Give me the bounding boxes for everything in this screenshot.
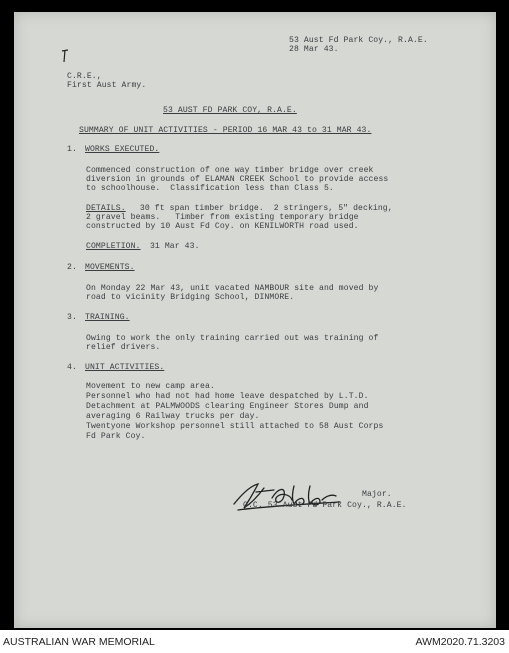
- paragraph-line: Personnel who had not had home leave despatched by L.T.D.: [86, 392, 369, 401]
- paragraph-line: Commenced construction of one way timber bridge over creek: [86, 166, 374, 175]
- handwritten-signature: [228, 474, 348, 519]
- paragraph-line: Twentyone Workshop personnel still attached to 58 Aust Corps: [86, 422, 384, 431]
- address-line2: First Aust Army.: [67, 81, 147, 90]
- paragraph-line: On Monday 22 Mar 43, unit vacated NAMBOUR site and moved by: [86, 284, 379, 293]
- paragraph-line: diversion in grounds of ELAMAN CREEK School to provide access: [86, 175, 389, 184]
- completion-value: 31 Mar 43.: [145, 242, 200, 251]
- document-subtitle: SUMMARY OF UNIT ACTIVITIES - PERIOD 16 MAR 43 to 31 MAR 43.: [79, 126, 372, 135]
- paragraph-line: road to vicinity Bridging School, DINMORE.: [86, 293, 295, 302]
- paragraph-line: Movement to new camp area.: [86, 382, 215, 391]
- pencil-mark: [60, 48, 70, 69]
- footer-accession-number: AWM2020.71.3203: [415, 636, 505, 648]
- section-number: 3.: [67, 313, 77, 322]
- address-line1: C.R.E.,: [67, 72, 102, 81]
- section-number: 4.: [67, 363, 77, 372]
- signature-line: O.C. 53 Aust Fd Park Coy., R.A.E.: [243, 501, 407, 510]
- signature-rank: Major.: [362, 490, 392, 499]
- paragraph-line: Owing to work the only training carried out was training of: [86, 334, 379, 343]
- paragraph-line: to schoolhouse. Classification less than Class 5.: [86, 184, 334, 193]
- document-title: 53 AUST FD PARK COY, R.A.E.: [163, 106, 297, 115]
- section-number: 1.: [67, 145, 77, 154]
- header-unit: 53 Aust Fd Park Coy., R.A.E.: [289, 36, 428, 45]
- section-heading: UNIT ACTIVITIES.: [85, 363, 165, 372]
- completion-label: COMPLETION.: [86, 242, 141, 251]
- paragraph-line: Fd Park Coy.: [86, 432, 146, 441]
- paragraph-line: Detachment at PALMWOODS clearing Engineer Stores Dump and: [86, 402, 369, 411]
- footer-bar: [0, 630, 509, 653]
- paragraph-line: averaging 6 Railway trucks per day.: [86, 412, 260, 421]
- paragraph-line: relief drivers.: [86, 343, 161, 352]
- paragraph-line: 2 gravel beams. Timber from existing temporary bridge: [86, 213, 359, 222]
- paragraph-line: 30 ft span timber bridge. 2 stringers, 5" decking,: [130, 204, 393, 213]
- section-heading: TRAINING.: [85, 313, 130, 322]
- section-number: 2.: [67, 263, 77, 272]
- details-label: DETAILS.: [86, 204, 126, 213]
- section-heading: MOVEMENTS.: [85, 263, 135, 272]
- header-date: 28 Mar 43.: [289, 45, 339, 54]
- paragraph-line: constructed by 10 Aust Fd Coy. on KENILWORTH road used.: [86, 222, 359, 231]
- footer-institution: AUSTRALIAN WAR MEMORIAL: [3, 636, 155, 648]
- section-heading: WORKS EXECUTED.: [85, 145, 160, 154]
